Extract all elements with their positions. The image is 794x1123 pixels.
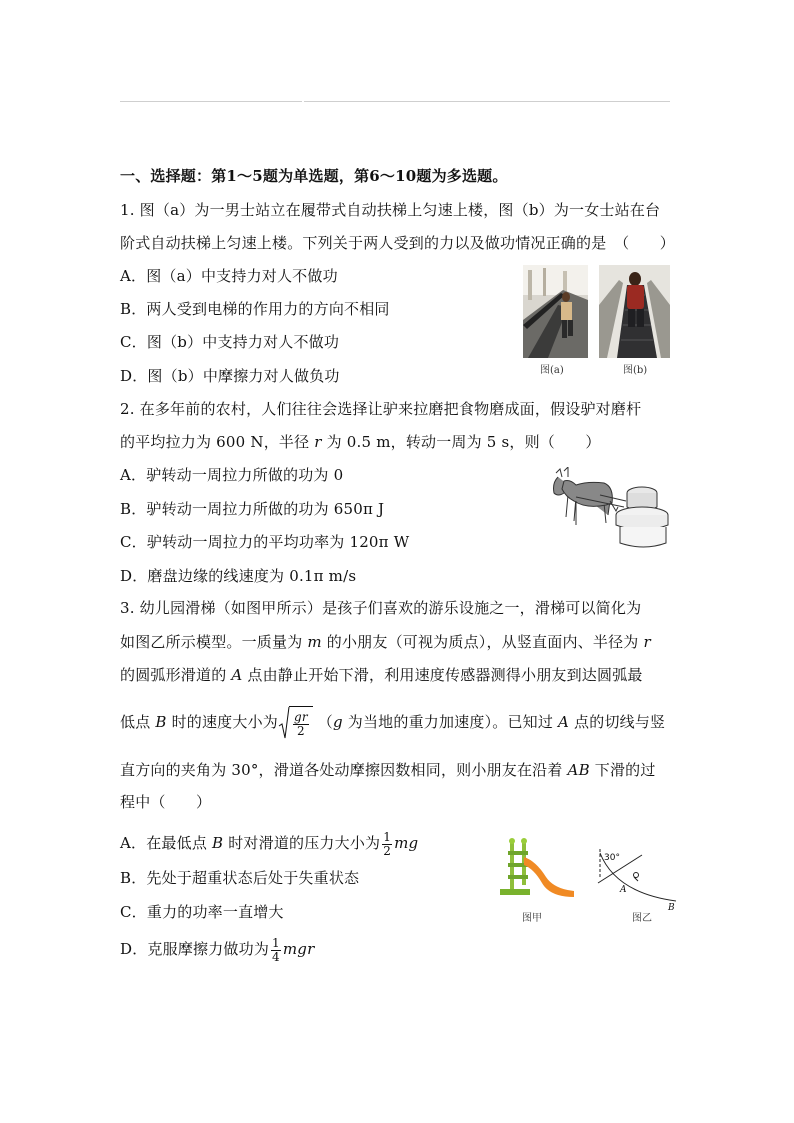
var-r: r	[643, 633, 651, 651]
q1-option-b: B．两人受到电梯的作用力的方向不相同	[120, 300, 390, 318]
q3-line4-post: 为当地的重力加速度）。已知过	[342, 713, 559, 731]
q3-line4-end: 点的切线与竖	[569, 713, 666, 731]
q3-line2-mid: 的小朋友（可视为质点），从竖直面内、半径为	[321, 633, 644, 651]
q2-line2-pre: 的平均拉力为 600 N，半径	[120, 433, 315, 451]
var-mgr: mgr	[282, 940, 315, 958]
figure-jia-caption: 图甲	[522, 913, 542, 924]
sqrt-formula	[278, 706, 313, 741]
q1-line1: 1. 图（a）为一男士站立在履带式自动扶梯上匀速上楼，图（b）为一女士站在台	[120, 201, 661, 219]
q3-line2	[120, 632, 651, 652]
q3-option-a-pre: A．在最低点	[120, 834, 213, 852]
q3-option-d	[120, 934, 314, 964]
escalator-photo-a	[523, 265, 588, 358]
slide-photo	[496, 837, 578, 899]
q3-line4-open: （	[317, 713, 333, 731]
donkey-mill-illustration	[546, 467, 672, 551]
var-r: r	[314, 433, 322, 451]
point-a: A	[231, 666, 243, 684]
q2-option-a: A．驴转动一周拉力所做的功为 0	[120, 466, 344, 484]
fraction-denominator: 2	[383, 843, 392, 858]
figure-a-caption: 图(a)	[540, 365, 564, 376]
q1-line2: 阶式自动扶梯上匀速上楼。下列关于两人受到的力以及做功情况正确的是 （ ）	[120, 234, 675, 252]
point-a: A	[558, 713, 570, 731]
q3-line3	[120, 665, 643, 685]
q3-line1: 3. 幼儿园滑梯（如图甲所示）是孩子们喜欢的游乐设施之一，滑梯可以简化为	[120, 599, 642, 617]
q1-option-a: A．图（a）中支持力对人不做功	[120, 267, 338, 285]
fraction-numerator: 1	[272, 935, 280, 950]
q3-option-a-mid: 时对滑道的压力大小为	[223, 834, 381, 852]
point-b-label: B	[668, 903, 675, 913]
sqrt-numerator: gr	[293, 710, 308, 724]
q3-line5-end: 下滑的过	[589, 761, 656, 779]
point-a-label: A	[620, 885, 627, 895]
fraction-quarter	[271, 937, 281, 964]
header-rule-left	[120, 101, 302, 102]
figure-yi-caption: 图乙	[632, 913, 652, 924]
q2-option-b: B．驴转动一周拉力所做的功为 650π J	[120, 500, 385, 518]
q1-option-c: C．图（b）中支持力对人不做功	[120, 333, 340, 351]
q3-line6: 程中（ ）	[120, 793, 212, 811]
q3-line5	[120, 760, 656, 780]
q3-line4	[120, 705, 665, 741]
q1-option-d: D．图（b）中摩擦力对人做负功	[120, 367, 340, 385]
var-mg: mg	[394, 834, 419, 852]
section-heading: 一、选择题：第1～5题为单选题，第6～10题为多选题。	[120, 167, 508, 185]
fraction-numerator: 1	[383, 829, 392, 844]
q3-line3-pre: 的圆弧形滑道的	[120, 666, 232, 684]
escalator-photo-b	[599, 265, 670, 358]
q2-option-c: C．驴转动一周拉力的平均功率为 120π W	[120, 533, 410, 551]
point-b: B	[212, 834, 224, 852]
slide-model-diagram	[596, 845, 678, 913]
var-m: m	[307, 633, 322, 651]
point-b: B	[155, 713, 167, 731]
sqrt-denominator: 2	[296, 724, 305, 738]
q2-option-d: D．磨盘边缘的线速度为 0.1π m/s	[120, 567, 357, 585]
var-g: g	[332, 713, 343, 731]
q3-option-c: C．重力的功率一直增大	[120, 903, 284, 921]
q2-line2-post: 为 0.5 m，转动一周为 5 s，则（ ）	[321, 433, 601, 451]
angle-label: 30°	[604, 853, 620, 863]
q3-line2-pre: 如图乙所示模型。一质量为	[120, 633, 308, 651]
segment-ab: AB	[567, 761, 590, 779]
q3-line4-mid: 时的速度大小为	[166, 713, 278, 731]
q3-option-a	[120, 828, 418, 858]
q3-line4-pre: 低点	[120, 713, 156, 731]
header-rule-right	[304, 101, 670, 102]
fraction-half	[382, 831, 392, 858]
q3-line3-post: 点由静止开始下滑，利用速度传感器测得小朋友到达圆弧最	[242, 666, 643, 684]
q3-line5-pre: 直方向的夹角为 30°，滑道各处动摩擦因数相同，则小朋友在沿着	[120, 761, 568, 779]
q3-option-b: B．先处于超重状态后处于失重状态	[120, 869, 360, 887]
q3-option-d-pre: D．克服摩擦力做功为	[120, 940, 270, 958]
q2-line1: 2. 在多年前的农村，人们往往会选择让驴来拉磨把食物磨成面，假设驴对磨杆	[120, 400, 642, 418]
fraction-denominator: 4	[272, 949, 280, 964]
q2-line2	[120, 432, 601, 452]
figure-b-caption: 图(b)	[623, 365, 648, 376]
